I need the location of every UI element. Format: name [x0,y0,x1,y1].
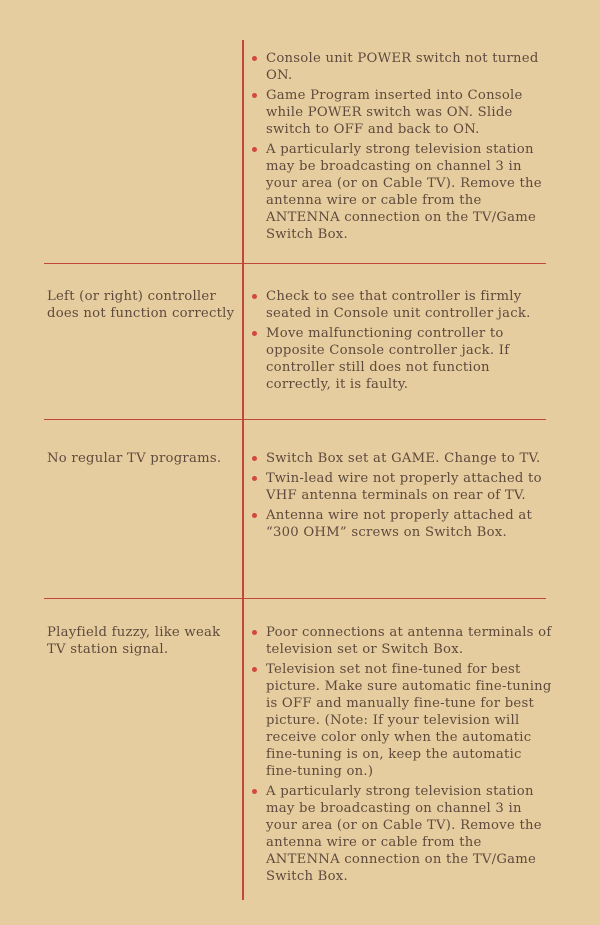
bullet-icon [252,93,257,98]
bullet-icon [252,789,257,794]
cause-list [252,50,552,246]
cause-text: Game Program inserted into Console while POWER switch was ON. Slide switch to OFF and back to ON. [266,88,523,137]
cause-text: Move malfunctioning controller to opposite Console controller jack. If controller still does not function correctly, it is faulty. [266,326,510,392]
cause-item [252,288,552,322]
cause-text: A particularly strong television station may be broadcasting on channel 3 in your area (or on Cable TV). Remove the antenna wire or cable from the ANTENNA connection on the TV/Game Switch Box. [266,142,542,242]
cause-list [252,450,552,544]
cause-item [252,783,552,885]
bullet-icon [252,667,257,672]
problem-label: Playfield fuzzy, like weak TV station signal. [47,625,221,657]
cause-text: Poor connections at antenna terminals of television set or Switch Box. [266,625,552,657]
cause-text: A particularly strong television station may be broadcasting on channel 3 in your area (or on Cable TV). Remove the antenna wire or cable from the ANTENNA connection on the TV/Game Switch Box. [266,784,542,884]
bullet-icon [252,294,257,299]
cause-item [252,470,552,504]
cause-text: Check to see that controller is firmly seated in Console unit controller jack. [266,289,531,321]
cause-item [252,507,552,541]
row-divider-1 [44,263,546,264]
cause-text: Console unit POWER switch not turned ON. [266,51,539,83]
cause-item [252,141,552,243]
row-divider-3 [44,598,546,599]
cause-list [252,624,552,888]
bullet-icon [252,513,257,518]
row-divider-2 [44,419,546,420]
cause-item [252,450,552,467]
bullet-icon [252,630,257,635]
cause-text: Television set not fine-tuned for best picture. Make sure automatic fine-tuning is OFF and manually fine-tune for best picture. (Note: If your television will receive color only when the automatic fine-tuning is on, keep the automatic fine-tuning on.) [266,662,552,779]
cause-item [252,325,552,393]
cause-item [252,87,552,138]
cause-item [252,50,552,84]
cause-text: Twin-lead wire not properly attached to VHF antenna terminals on rear of TV. [266,471,542,503]
cause-list [252,288,552,396]
bullet-icon [252,331,257,336]
cause-text: Antenna wire not properly attached at “300 OHM” screws on Switch Box. [266,508,533,540]
bullet-icon [252,476,257,481]
bullet-icon [252,456,257,461]
bullet-icon [252,56,257,61]
problem-label: No regular TV programs. [47,451,222,466]
column-divider [242,40,244,900]
cause-item [252,661,552,780]
problem-label: Left (or right) controller does not function correctly [47,289,235,321]
cause-text: Switch Box set at GAME. Change to TV. [266,451,541,466]
cause-item [252,624,552,658]
bullet-icon [252,147,257,152]
